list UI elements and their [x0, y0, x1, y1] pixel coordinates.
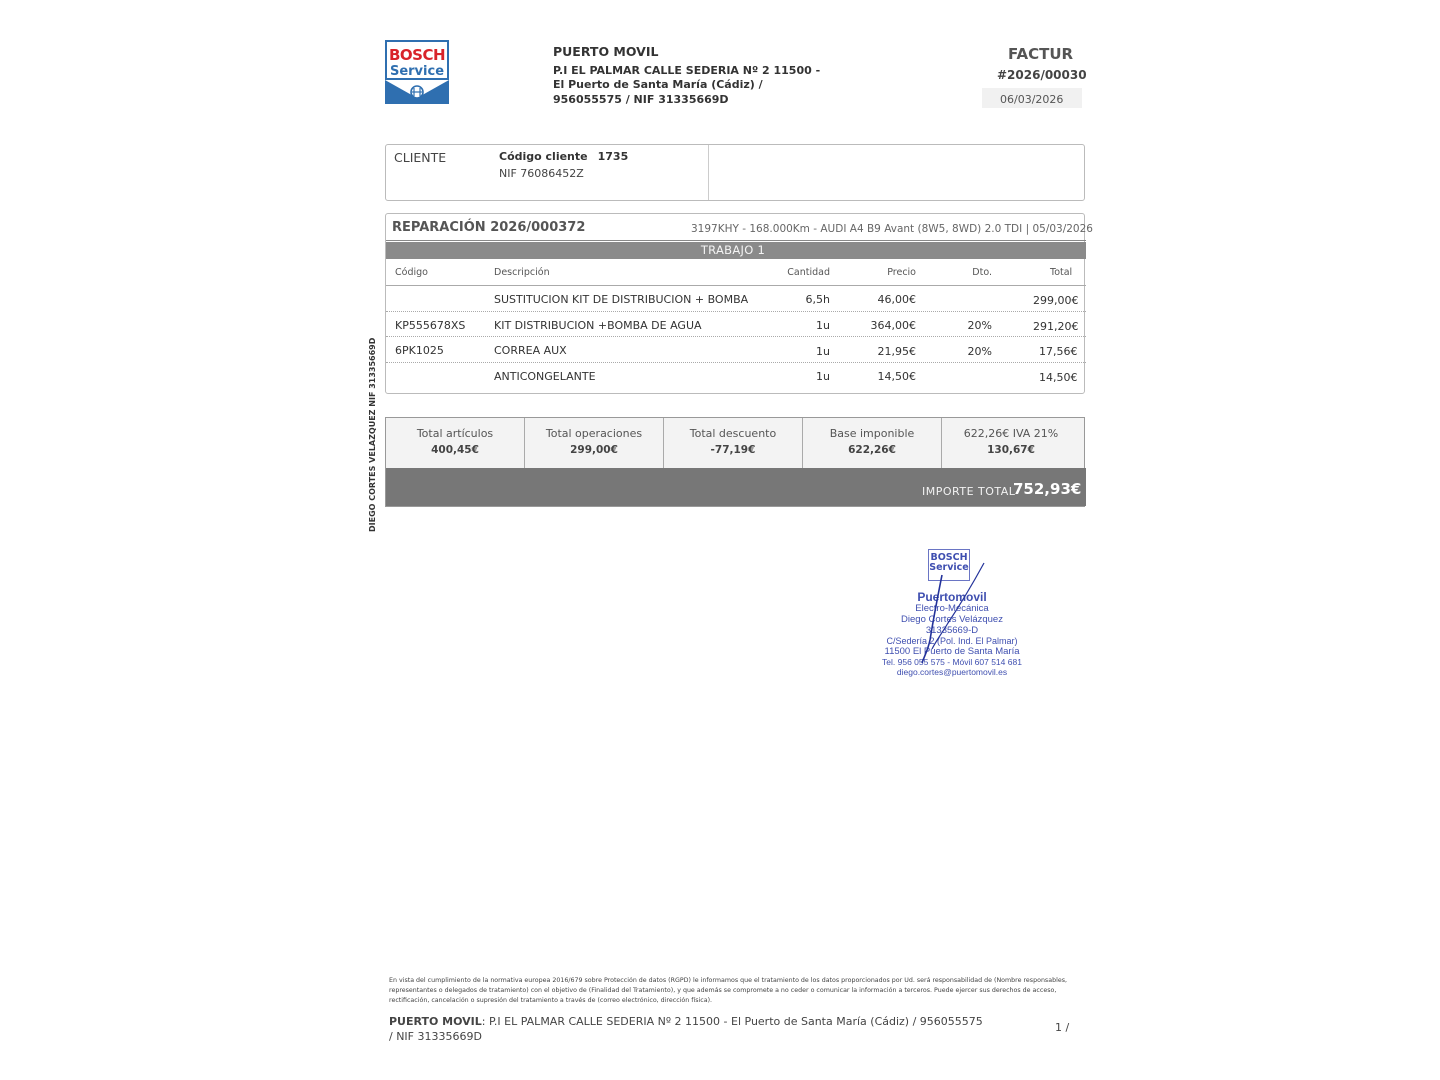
stamp-line-6: 11500 El Puerto de Santa María	[884, 646, 1020, 657]
repair-divider	[386, 240, 1086, 241]
page-number: 1 /	[1055, 1021, 1070, 1034]
repair-title: REPARACIÓN 2026/000372	[392, 220, 586, 235]
total-articles	[386, 418, 524, 468]
vat-value: 130,67€	[987, 444, 1035, 456]
client-box	[385, 144, 1085, 201]
client-box-divider	[708, 145, 709, 200]
row-1-price: 46,00€	[877, 293, 916, 306]
row-3-code: 6PK1025	[395, 344, 444, 357]
company-address: P.I EL PALMAR CALLE SEDERIA Nº 2 11500 - El Puerto de Santa María (Cádiz) / 956055575 / NIF 31335669D	[553, 63, 821, 106]
total-discount-value: -77,19€	[710, 444, 756, 456]
total-operations-value: 299,00€	[570, 444, 618, 456]
stamp-line-7: Tel. 956 055 575 - Móvil 607 514 681	[882, 657, 1022, 667]
logo-text-bosch: BOSCH	[388, 46, 446, 64]
vat-amount	[942, 418, 1080, 468]
client-code-label: Código cliente	[499, 150, 588, 163]
stamp-brand-line-2: Service	[929, 562, 969, 573]
client-code-value: 1735	[597, 150, 629, 163]
row-divider	[386, 336, 1086, 337]
invoice-title: FACTUR	[1008, 45, 1074, 63]
row-3-discount: 20%	[967, 345, 992, 358]
row-4-price: 14,50€	[877, 370, 916, 383]
bosch-service-logo	[385, 40, 449, 104]
row-2-code: KP555678XS	[395, 319, 466, 332]
stamp-line-4: 31335669-D	[925, 625, 979, 636]
row-1-quantity: 6,5h	[805, 293, 830, 306]
company-stamp	[872, 545, 1032, 680]
total-articles-label: Total artículos	[416, 427, 494, 440]
logo-emblem-icon	[385, 80, 449, 104]
total-operations-label: Total operaciones	[545, 427, 643, 440]
stamp-line-3: Diego Cortes Velázquez	[901, 614, 1003, 625]
tax-base	[803, 418, 941, 468]
stamp-line-1: Puertomovil	[917, 590, 987, 604]
grand-total-value: 752,93€	[1013, 480, 1082, 498]
tax-base-value: 622,26€	[848, 444, 896, 456]
work-bar	[386, 242, 1086, 259]
row-1-total: 299,00€	[1033, 294, 1079, 307]
stamp-brand-line-1: BOSCH	[930, 552, 968, 563]
side-nif-text: DIEGO CORTES VELAZQUEZ NIF 31335669D	[368, 337, 377, 532]
row-3-description: CORREA AUX	[494, 344, 567, 357]
column-header-description: Descripción	[494, 267, 550, 278]
grand-total-label: IMPORTE TOTAL	[922, 485, 1016, 498]
footer-address-text: : P.I EL PALMAR CALLE SEDERIA Nº 2 11500 - El Puerto de Santa María (Cádiz) / 956055575 / NIF 31335669D	[389, 1015, 983, 1043]
row-divider	[386, 311, 1086, 312]
vat-label: 622,26€ IVA 21%	[963, 427, 1059, 440]
row-4-description: ANTICONGELANTE	[494, 370, 596, 383]
row-3-quantity: 1u	[816, 345, 830, 358]
invoice-number: #2026/00030	[997, 68, 1087, 82]
column-header-total: Total	[1050, 267, 1073, 278]
row-divider	[386, 362, 1086, 363]
repair-vehicle: 3197KHY - 168.000Km - AUDI A4 B9 Avant (8W5, 8WD) 2.0 TDI | 05/03/2026	[691, 223, 1093, 235]
row-4-total: 14,50€	[1039, 371, 1078, 384]
footer-address	[389, 1014, 989, 1044]
stamp-line-5: C/Sedería 2 (Pol. Ind. El Palmar)	[886, 636, 1018, 646]
logo-text-service: Service	[389, 64, 445, 79]
company-name: PUERTO MOVIL	[553, 44, 659, 59]
stamp-line-2: Electro-Mecánica	[915, 603, 989, 614]
row-2-discount: 20%	[967, 319, 992, 332]
row-2-total: 291,20€	[1033, 320, 1079, 333]
row-3-price: 21,95€	[877, 345, 916, 358]
column-header-quantity: Cantidad	[787, 267, 830, 278]
invoice-date: 06/03/2026	[982, 88, 1082, 108]
total-discount	[664, 418, 802, 468]
legal-notice: En vista del cumplimiento de la normativa europea 2016/679 sobre Protección de datos (RGPD) le informamos que el tratamiento de los datos proporcionados por Ud. será responsabilidad de (Nombre responsables, representantes o delegados de tratamiento) con el objetivo de (Finalidad del Tratamiento), y que además se compromete a no ceder o comunicar la información a terceros. Puede ejercer sus derechos de acceso, rectificación, cancelación o supresión del tratamiento a través de (correo electrónico, dirección física).	[389, 977, 1067, 1004]
client-code	[499, 150, 628, 163]
total-discount-label: Total descuento	[689, 427, 777, 440]
row-4-quantity: 1u	[816, 370, 830, 383]
column-header-discount: Dto.	[972, 267, 992, 278]
client-label: CLIENTE	[394, 150, 447, 165]
tax-base-label: Base imponible	[829, 427, 915, 440]
table-header-divider	[386, 285, 1086, 286]
signature-icon	[872, 545, 1032, 680]
row-2-price: 364,00€	[870, 319, 916, 332]
row-1-description: SUSTITUCION KIT DE DISTRIBUCION + BOMBA	[494, 293, 749, 306]
total-operations	[525, 418, 663, 468]
client-nif: NIF 76086452Z	[499, 167, 584, 180]
total-articles-value: 400,45€	[431, 444, 479, 456]
stamp-line-8: diego.cortes@puertomovil.es	[896, 667, 1008, 677]
row-3-total: 17,56€	[1039, 345, 1078, 358]
row-2-description: KIT DISTRIBUCION +BOMBA DE AGUA	[494, 319, 702, 332]
row-2-quantity: 1u	[816, 319, 830, 332]
footer-company: PUERTO MOVIL	[389, 1015, 482, 1028]
column-header-price: Precio	[887, 267, 916, 278]
work-label: TRABAJO 1	[700, 243, 766, 257]
column-header-code: Código	[395, 267, 428, 278]
company-header	[553, 45, 823, 107]
